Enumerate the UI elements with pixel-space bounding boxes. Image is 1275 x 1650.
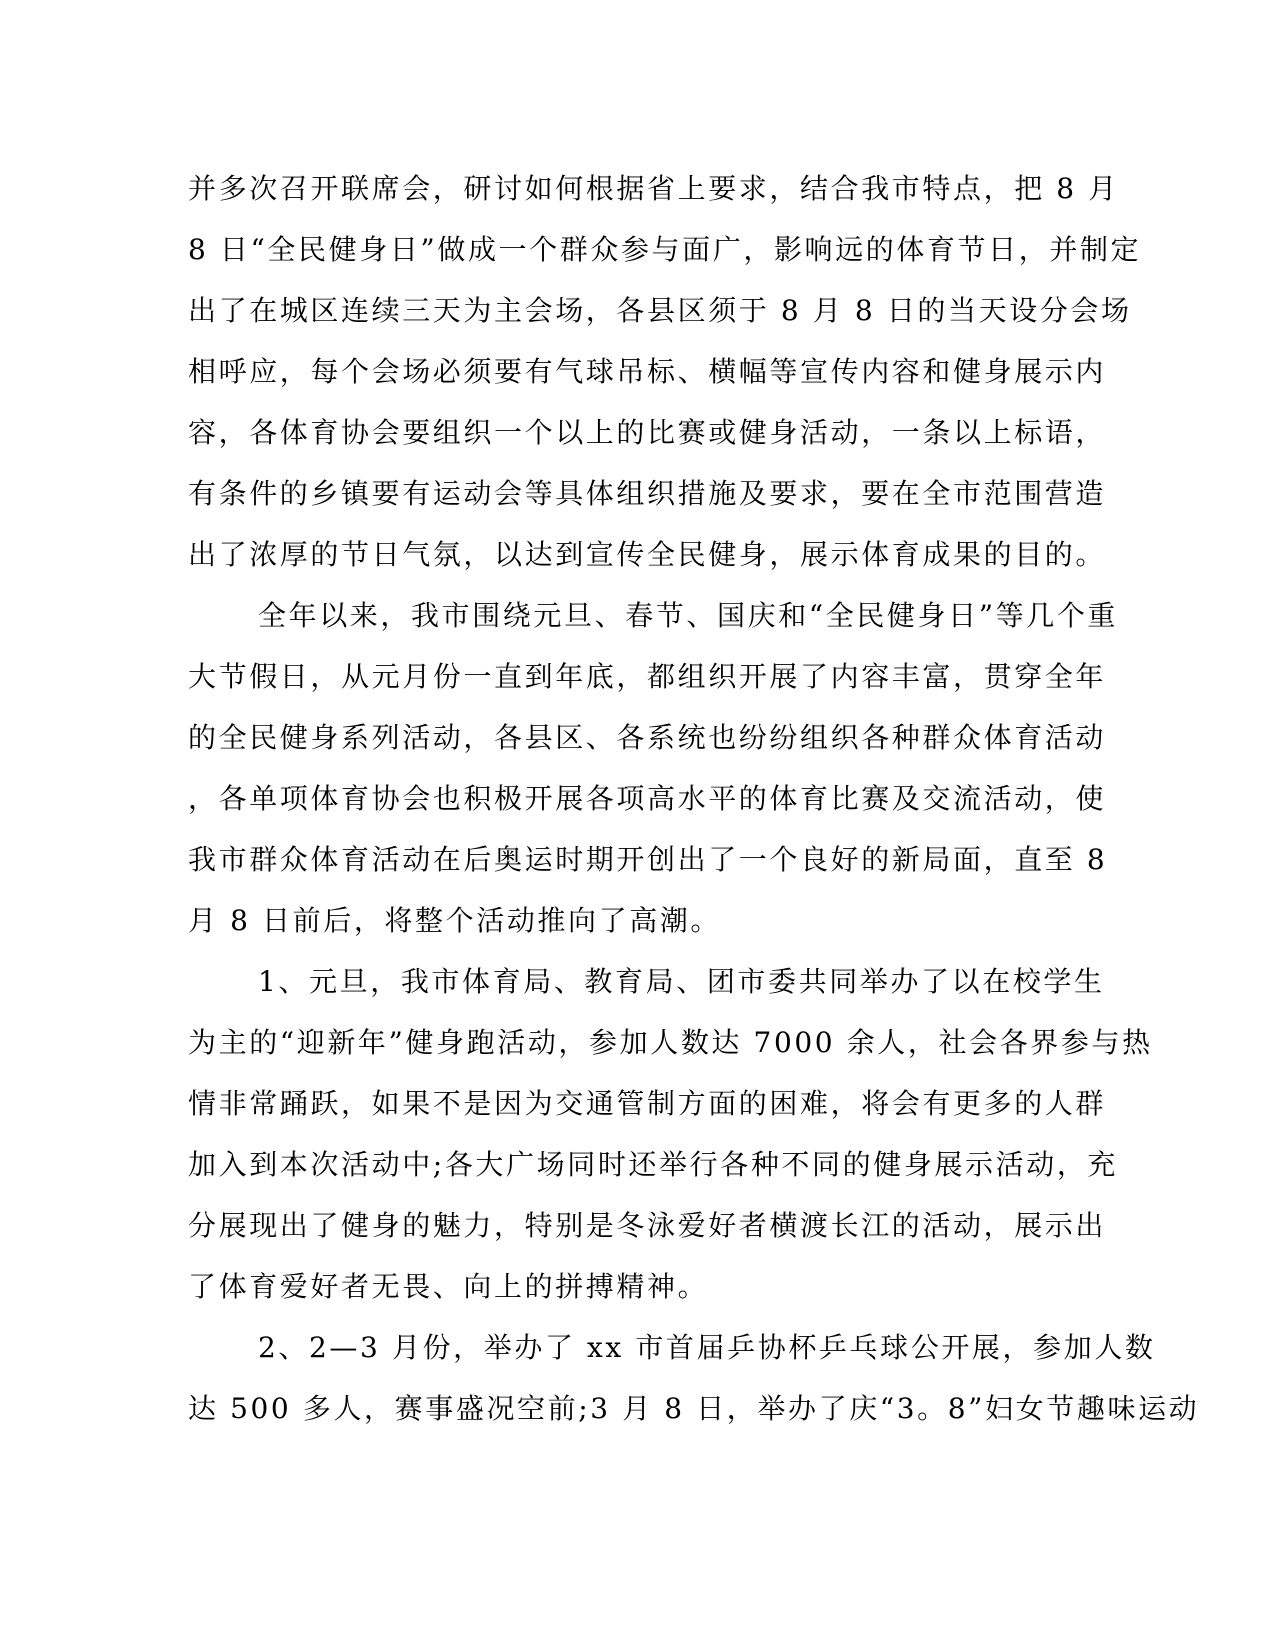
text-line: 分展现出了健身的魅力，特别是冬泳爱好者横渡长江的活动，展示出 xyxy=(188,1209,1107,1242)
text-line: 并多次召开联席会，研讨如何根据省上要求，结合我市特点，把 8 月 xyxy=(188,172,1119,205)
text-line: 我市群众体育活动在后奥运时期开创出了一个良好的新局面，直至 8 xyxy=(188,843,1108,876)
paragraph-first-line: 全年以来，我市围绕元旦、春节、国庆和“全民健身日”等几个重 xyxy=(258,599,1119,632)
text-line: 有条件的乡镇要有运动会等具体组织措施及要求，要在全市范围营造 xyxy=(188,477,1107,510)
body-text xyxy=(188,158,1200,1439)
text-line: 容，各体育协会要组织一个以上的比赛或健身活动，一条以上标语， xyxy=(188,416,1107,449)
text-line: 为主的“迎新年”健身跑活动，参加人数达 7000 余人，社会各界参与热 xyxy=(188,1026,1153,1059)
text-line: 出了浓厚的节日气氛，以达到宣传全民健身，展示体育成果的目的。 xyxy=(188,538,1107,571)
text-line: 出了在城区连续三天为主会场，各县区须于 8 月 8 日的当天设分会场 xyxy=(188,294,1132,327)
text-line: 了体育爱好者无畏、向上的拼搏精神。 xyxy=(188,1270,709,1303)
paragraph-first-line: 2、2—3 月份，举办了 xx 市首届乒协杯乒乓球公开展，参加人数 xyxy=(258,1331,1156,1364)
text-line: 8 日“全民健身日”做成一个群众参与面广，影响远的体育节日，并制定 xyxy=(188,233,1142,266)
text-line: 的全民健身系列活动，各县区、各系统也纷纷组织各种群众体育活动 xyxy=(188,721,1107,754)
text-line: ，各单项体育协会也积极开展各项高水平的体育比赛及交流活动，使 xyxy=(188,782,1107,815)
text-line: 月 8 日前后，将整个活动推向了高潮。 xyxy=(188,904,722,937)
text-line: 相呼应，每个会场必须要有气球吊标、横幅等宣传内容和健身展示内 xyxy=(188,355,1107,388)
text-line: 情非常踊跃，如果不是因为交通管制方面的困难，将会有更多的人群 xyxy=(188,1087,1107,1120)
paragraph-first-line: 1、元旦，我市体育局、教育局、团市委共同举办了以在校学生 xyxy=(258,965,1105,998)
text-line: 大节假日，从元月份一直到年底，都组织开展了内容丰富，贯穿全年 xyxy=(188,660,1107,693)
text-line: 达 500 多人，赛事盛况空前;3 月 8 日，举办了庆“3。8”妇女节趣味运动 xyxy=(188,1392,1200,1425)
text-line: 加入到本次活动中;各大广场同时还举行各种不同的健身展示活动，充 xyxy=(188,1148,1119,1181)
